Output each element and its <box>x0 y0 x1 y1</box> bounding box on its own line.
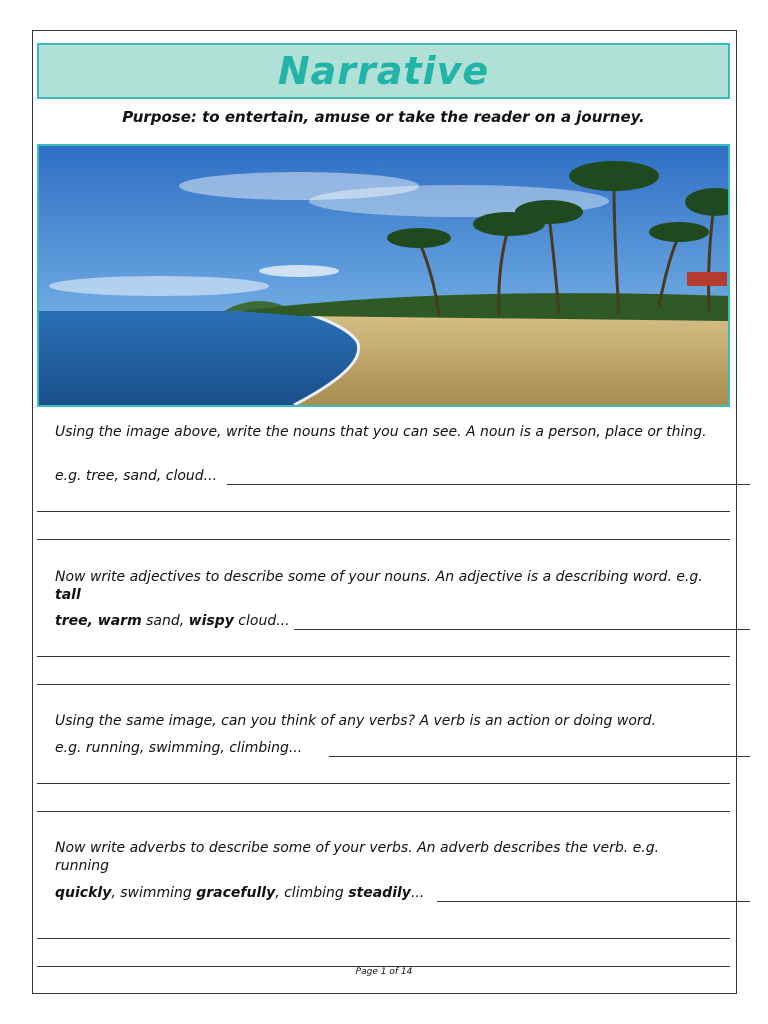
verbs-prompt: Using the same image, can you think of any verbs? A verb is an action or doing word. <box>55 713 656 729</box>
purpose-statement: Purpose: to entertain, amuse or take the reader on a journey. <box>122 108 645 126</box>
verbs-example: e.g. running, swimming, climbing... <box>55 740 303 756</box>
nouns-answer-line-1[interactable] <box>227 484 750 485</box>
adjectives-prompt-text: Now write adjectives to describe some of your nouns. An adjective is a describing word. e.g. <box>55 569 703 585</box>
adjectives-answer-line-1[interactable] <box>294 629 750 630</box>
adverbs-answer-line-2[interactable] <box>37 938 730 939</box>
verbs-answer-line-3[interactable] <box>37 811 730 812</box>
adjectives-example <box>55 613 290 629</box>
adjectives-ex-text-2: cloud... <box>233 613 290 629</box>
adjectives-prompt-bold: tall <box>55 587 81 603</box>
title-banner <box>37 43 730 99</box>
adjectives-answer-line-2[interactable] <box>37 656 730 657</box>
adjectives-prompt <box>55 568 725 604</box>
page-number: Page 1 of 14 <box>355 967 413 977</box>
adverbs-ex-bold-2: gracefully <box>196 885 276 901</box>
adverbs-example <box>55 885 424 901</box>
adverbs-ex-text-1: , swimming <box>111 885 197 901</box>
nouns-answer-line-3[interactable] <box>37 539 730 540</box>
adjectives-ex-bold-2: wispy <box>188 613 234 629</box>
adjectives-ex-text-1: sand, <box>141 613 189 629</box>
adverbs-answer-line-1[interactable] <box>437 901 750 902</box>
nouns-answer-line-2[interactable] <box>37 511 730 512</box>
adverbs-ex-text-2: , climbing <box>275 885 349 901</box>
adverbs-ex-bold-3: steadily <box>348 885 411 901</box>
adverbs-prompt: Now write adverbs to describe some of your verbs. An adverb describes the verb. e.g. running <box>55 840 660 874</box>
adjectives-ex-bold-1: tree, warm <box>55 613 142 629</box>
page-title: Narrative <box>277 49 490 93</box>
verbs-answer-line-2[interactable] <box>37 783 730 784</box>
beach-photo <box>37 144 730 407</box>
verbs-answer-line-1[interactable] <box>329 756 750 757</box>
adjectives-answer-line-3[interactable] <box>37 684 730 685</box>
nouns-example: e.g. tree, sand, cloud... <box>55 468 218 484</box>
nouns-prompt: Using the image above, write the nouns that you can see. A noun is a person, place or thing. <box>55 424 707 440</box>
adverbs-ex-text-3: ... <box>410 885 425 901</box>
adverbs-ex-bold-1: quickly <box>55 885 112 901</box>
beach-palm-illustration <box>39 146 728 405</box>
